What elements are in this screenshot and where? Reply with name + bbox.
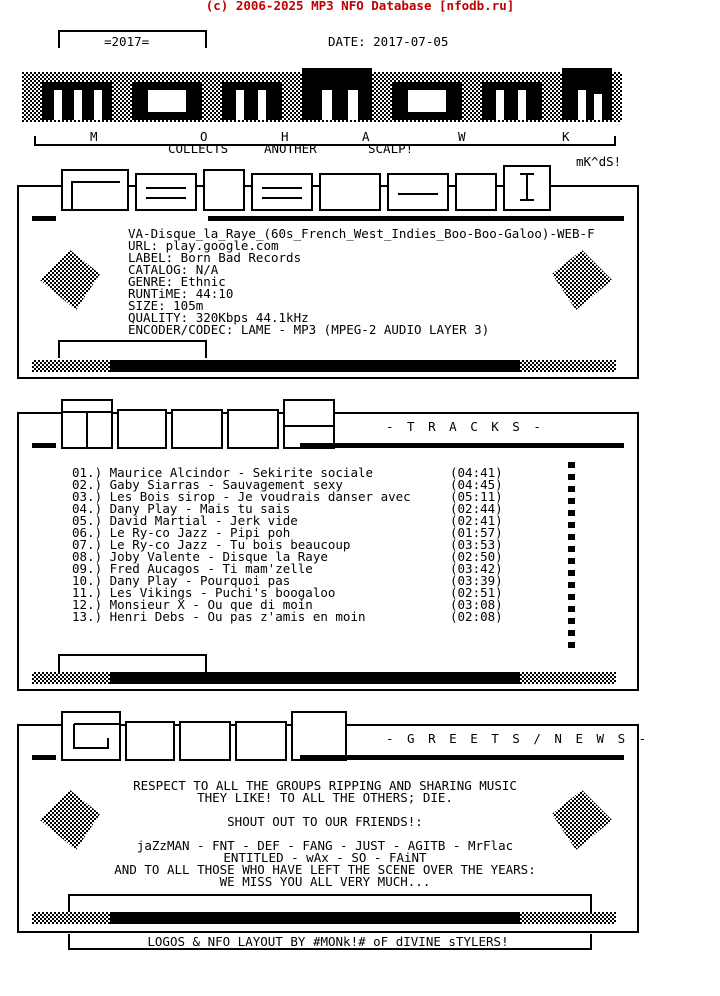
group-letter-h: H bbox=[281, 129, 289, 144]
track-number: 06.) bbox=[72, 525, 110, 540]
greets-bottom-dither-left bbox=[32, 912, 110, 924]
track-duration: (02:41) bbox=[450, 513, 503, 528]
track-marker bbox=[568, 642, 575, 648]
date-label: DATE: 2017-07-05 bbox=[328, 34, 449, 49]
track-title: Les Vikings - Puchi's boogaloo bbox=[109, 585, 336, 600]
track-title: Henri Debs - Ou pas z'amis en moin bbox=[109, 609, 366, 624]
track-number: 03.) bbox=[72, 489, 110, 504]
release-bottom-dither-left bbox=[32, 360, 110, 372]
track-title: Le Ry-co Jazz - Tu bois beaucoup bbox=[109, 537, 351, 552]
tagline-collects: COLLECTS bbox=[168, 141, 229, 156]
tracks-section-label: - T R A C K S - bbox=[386, 419, 544, 434]
greets-bottom-bar bbox=[110, 912, 520, 924]
release-size: SIZE: 105m bbox=[128, 298, 204, 313]
track-title: Maurice Alcindor - Sekirite sociale bbox=[109, 465, 374, 480]
track-marker bbox=[568, 594, 575, 600]
release-runtime: RUNTiME: 44:10 bbox=[128, 286, 234, 301]
greets-bottom-dither-right bbox=[520, 912, 616, 924]
track-duration: (02:50) bbox=[450, 549, 503, 564]
track-marker bbox=[568, 558, 575, 564]
track-duration: (01:57) bbox=[450, 525, 503, 540]
greets-line: ENTITLED - wAx - SO - FAiNT bbox=[223, 850, 427, 865]
track-marker bbox=[568, 534, 575, 540]
track-title: Dany Play - Pourquoi pas bbox=[109, 573, 291, 588]
year-label: =2017= bbox=[104, 34, 150, 49]
track-duration: (03:39) bbox=[450, 573, 503, 588]
track-title: David Martial - Jerk vide bbox=[109, 513, 298, 528]
track-marker bbox=[568, 582, 575, 588]
greets-line: SHOUT OUT TO OUR FRIENDS!: bbox=[227, 814, 423, 829]
track-duration: (02:44) bbox=[450, 501, 503, 516]
track-marker bbox=[568, 498, 575, 504]
group-letter-m: M bbox=[90, 129, 98, 144]
track-duration: (03:42) bbox=[450, 561, 503, 576]
track-duration: (03:08) bbox=[450, 597, 503, 612]
track-title: Dany Play - Mais tu sais bbox=[109, 501, 291, 516]
signature: mK^dS! bbox=[576, 154, 622, 169]
release-bottom-dither-right bbox=[520, 360, 616, 372]
tracks-rule-right bbox=[300, 443, 624, 448]
track-title: Les Bois sirop - Je voudrais danser avec bbox=[109, 489, 411, 504]
track-row bbox=[72, 611, 366, 623]
group-letter-o: O bbox=[200, 129, 208, 144]
track-number: 02.) bbox=[72, 477, 110, 492]
track-title: Gaby Siarras - Sauvagement sexy bbox=[109, 477, 343, 492]
track-marker bbox=[568, 570, 575, 576]
release-bottom-tab bbox=[58, 340, 207, 358]
footer-credits: LOGOS & NFO LAYOUT BY #MONk!# oF dIVINE sTYLERS! bbox=[147, 934, 509, 949]
tracks-bottom-bar bbox=[110, 672, 520, 684]
release-title: VA-Disque_la_Raye_(60s_French_West_Indies_Boo-Boo-Galoo)-WEB-F bbox=[128, 226, 595, 241]
greets-line: AND TO ALL THOSE WHO HAVE LEFT THE SCENE OVER THE YEARS: bbox=[114, 862, 536, 877]
greets-section-label: - G R E E T S / N E W S - bbox=[386, 731, 650, 746]
track-number: 01.) bbox=[72, 465, 110, 480]
greets-line: THEY LIKE! TO ALL THE OTHERS; DIE. bbox=[197, 790, 453, 805]
greets-rule-left bbox=[32, 755, 56, 760]
track-title: Le Ry-co Jazz - Pipi poh bbox=[109, 525, 291, 540]
greets-line: WE MISS YOU ALL VERY MUCH... bbox=[219, 874, 431, 889]
greets-line: RESPECT TO ALL THE GROUPS RIPPING AND SHARING MUSIC bbox=[133, 778, 517, 793]
track-marker bbox=[568, 474, 575, 480]
track-title: Fred Aucagos - Ti mam'zelle bbox=[109, 561, 313, 576]
copyright-banner: (c) 2006-2025 MP3 NFO Database [nfodb.ru] bbox=[205, 0, 515, 13]
track-number: 09.) bbox=[72, 561, 110, 576]
track-duration: (04:41) bbox=[450, 465, 503, 480]
track-duration: (02:08) bbox=[450, 609, 503, 624]
track-marker bbox=[568, 630, 575, 636]
tracks-bottom-tab bbox=[58, 654, 207, 672]
track-title: Joby Valente - Disque la Raye bbox=[109, 549, 328, 564]
track-marker bbox=[568, 486, 575, 492]
release-encoder: ENCODER/CODEC: LAME - MP3 (MPEG-2 AUDIO LAYER 3) bbox=[128, 322, 490, 337]
release-info-logo bbox=[60, 164, 560, 214]
track-marker bbox=[568, 522, 575, 528]
track-marker bbox=[568, 546, 575, 552]
tracks-bottom-dither-right bbox=[520, 672, 616, 684]
track-number: 08.) bbox=[72, 549, 110, 564]
track-number: 13.) bbox=[72, 609, 110, 624]
release-rule-right bbox=[208, 216, 624, 221]
track-number: 05.) bbox=[72, 513, 110, 528]
tracks-logo bbox=[60, 398, 340, 452]
track-marker bbox=[568, 510, 575, 516]
tagline-scalp: SCALP! bbox=[368, 141, 414, 156]
greets-line: jaZzMAN - FNT - DEF - FANG - JUST - AGITB - MrFlac bbox=[136, 838, 514, 853]
release-url: URL: play.google.com bbox=[128, 238, 279, 253]
group-letter-rule bbox=[34, 136, 616, 146]
track-number: 10.) bbox=[72, 573, 110, 588]
tagline-another: ANOTHER bbox=[264, 141, 317, 156]
track-marker bbox=[568, 462, 575, 468]
track-marker bbox=[568, 618, 575, 624]
track-duration: (02:51) bbox=[450, 585, 503, 600]
release-genre: GENRE: Ethnic bbox=[128, 274, 226, 289]
track-marker bbox=[568, 606, 575, 612]
group-letter-w: W bbox=[458, 129, 466, 144]
group-letter-a: A bbox=[362, 129, 370, 144]
release-label: LABEL: Born Bad Records bbox=[128, 250, 302, 265]
track-number: 07.) bbox=[72, 537, 110, 552]
track-duration: (05:11) bbox=[450, 489, 503, 504]
greets-bottom-tab bbox=[68, 894, 592, 912]
track-number: 12.) bbox=[72, 597, 110, 612]
mohawk-logo bbox=[22, 64, 622, 134]
tracks-rule-left bbox=[32, 443, 56, 448]
greets-rule-right bbox=[300, 755, 624, 760]
track-duration: (04:45) bbox=[450, 477, 503, 492]
track-number: 11.) bbox=[72, 585, 110, 600]
track-number: 04.) bbox=[72, 501, 110, 516]
release-bottom-bar bbox=[110, 360, 520, 372]
group-letter-k: K bbox=[562, 129, 570, 144]
release-quality: QUALITY: 320Kbps 44.1kHz bbox=[128, 310, 309, 325]
tracks-bottom-dither-left bbox=[32, 672, 110, 684]
release-catalog: CATALOG: N/A bbox=[128, 262, 219, 277]
track-title: Monsieur X - Ou que di moin bbox=[109, 597, 313, 612]
release-rule-left bbox=[32, 216, 56, 221]
track-duration: (03:53) bbox=[450, 537, 503, 552]
